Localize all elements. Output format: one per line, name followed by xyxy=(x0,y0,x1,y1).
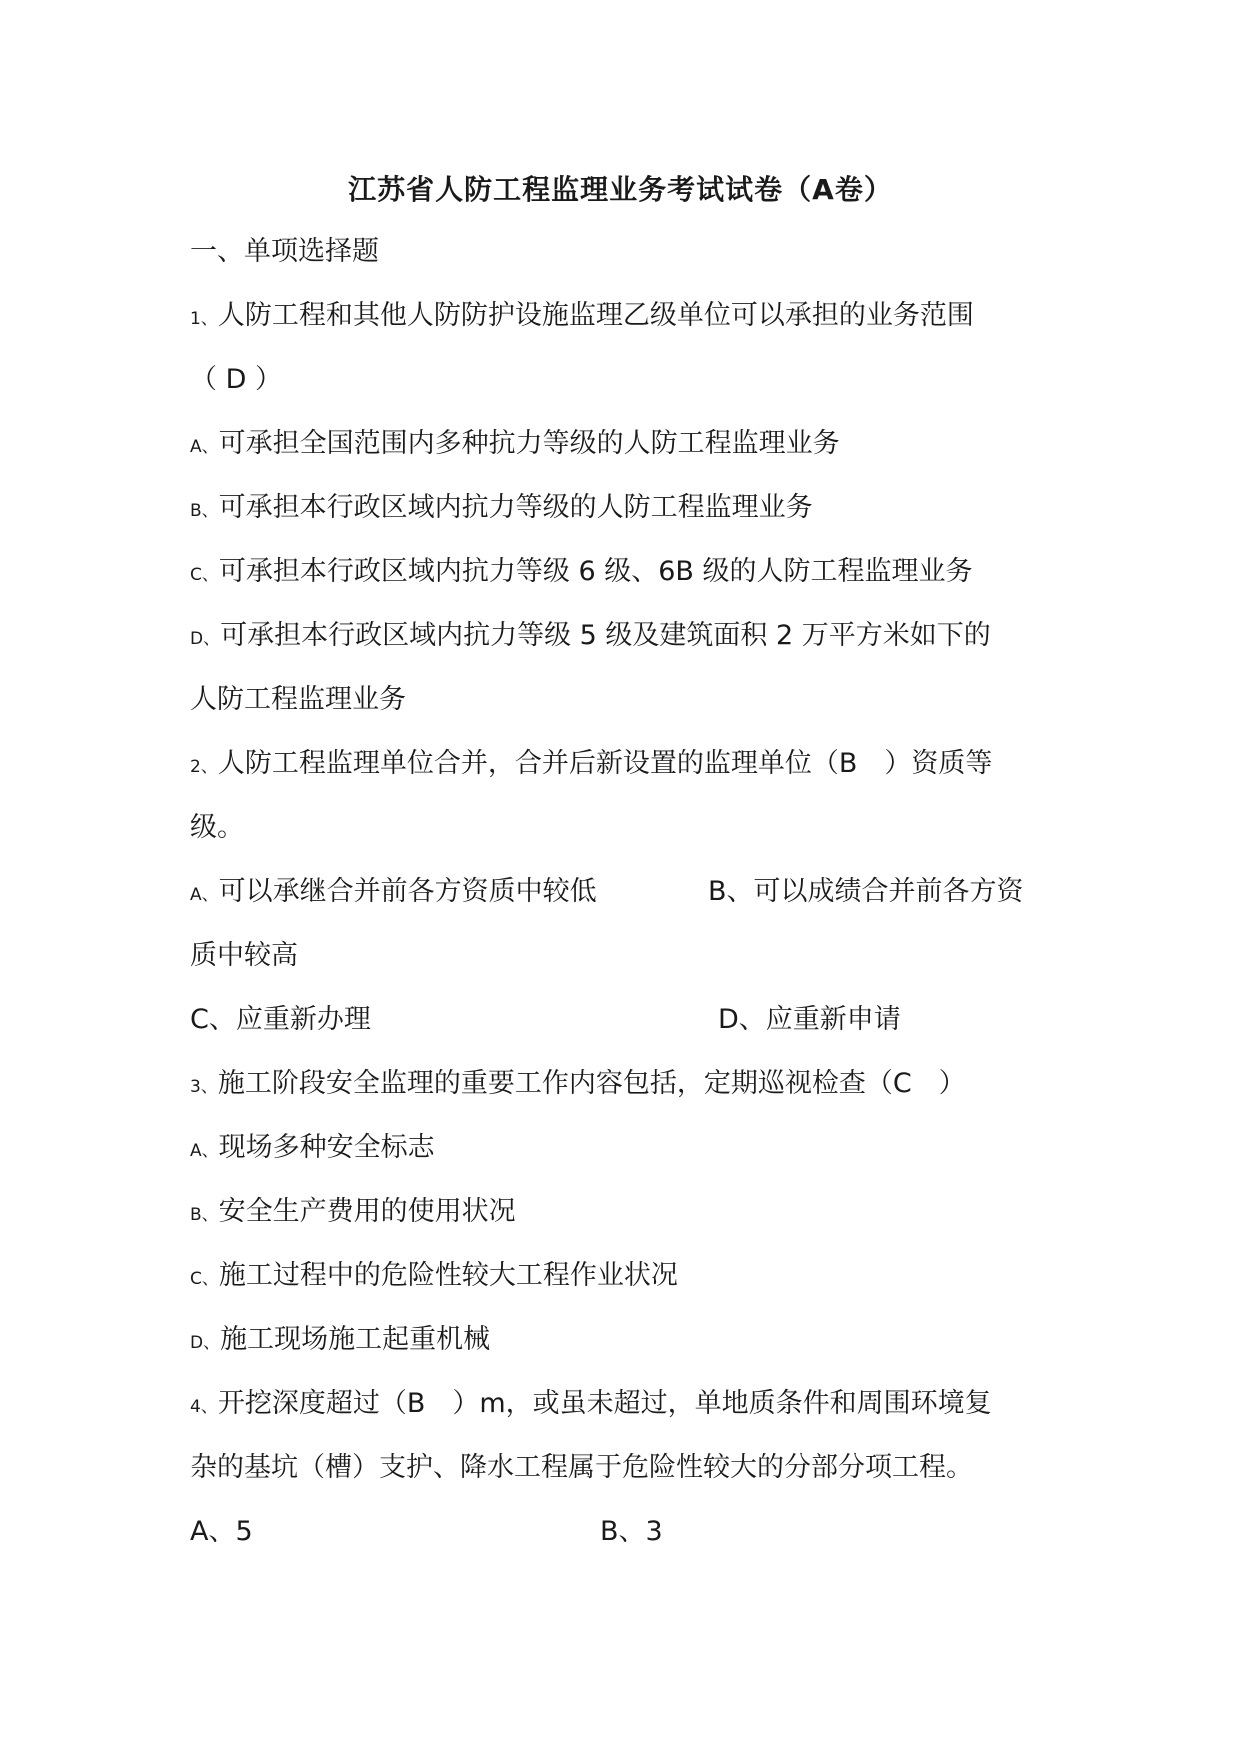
option-a-text: A、5 xyxy=(190,1516,253,1547)
option-text: 可承担本行政区域内抗力等级的人防工程监理业务 xyxy=(218,492,813,523)
option-text: 施工过程中的危险性较大工程作业状况 xyxy=(218,1260,678,1291)
option-b-text: B、3 xyxy=(600,1516,663,1547)
option-d xyxy=(190,1320,1070,1363)
option-marker: A、 xyxy=(190,1141,219,1161)
question-4 xyxy=(190,1384,1070,1427)
option-marker: A、 xyxy=(190,885,219,905)
question-1-answer: （ D ） xyxy=(190,364,282,395)
option-a-text: 可以承继合并前各方资质中较低 xyxy=(218,876,597,907)
question-text: 人防工程监理单位合并，合并后新设置的监理单位（B ）资质等 xyxy=(217,748,993,779)
option-marker: D、 xyxy=(190,1333,221,1353)
option-text: 安全生产费用的使用状况 xyxy=(218,1196,516,1227)
option-b-text: B、可以成绩合并前各方资 xyxy=(708,876,1024,907)
option-text: 施工现场施工起重机械 xyxy=(220,1324,491,1355)
option-text: 可承担全国范围内多种抗力等级的人防工程监理业务 xyxy=(218,428,840,459)
option-text: 现场多种安全标志 xyxy=(218,1132,435,1163)
option-marker: C、 xyxy=(190,1269,219,1289)
question-text: 施工阶段安全监理的重要工作内容包括，定期巡视检查（C ） xyxy=(217,1068,966,1099)
question-1 xyxy=(190,296,1070,339)
question-number: 3、 xyxy=(190,1077,218,1097)
option-text: 可承担本行政区域内抗力等级 6 级、6B 级的人防工程监理业务 xyxy=(218,556,973,587)
option-c xyxy=(190,1256,1070,1299)
option-d-text: D、应重新申请 xyxy=(718,1004,901,1035)
option-text: 可承担本行政区域内抗力等级 5 级及建筑面积 2 万平方米如下的 xyxy=(220,620,991,651)
question-3 xyxy=(190,1064,1070,1107)
question-text: 开挖深度超过（B ）m，或虽未超过，单地质条件和周围环境复 xyxy=(217,1388,992,1419)
exam-title: 江苏省人防工程监理业务考试试卷（A卷） xyxy=(348,173,893,206)
option-c-text: C、应重新办理 xyxy=(190,1004,371,1035)
option-d-continued: 人防工程监理业务 xyxy=(190,684,406,715)
option-b xyxy=(190,1192,1070,1235)
option-a xyxy=(190,1128,1070,1171)
options-row-cd xyxy=(190,1000,1070,1040)
section-heading: 一、单项选择题 xyxy=(190,236,379,267)
option-marker: A、 xyxy=(190,437,219,457)
option-marker: D、 xyxy=(190,629,221,649)
question-4-continued: 杂的基坑（槽）支护、降水工程属于危险性较大的分部分项工程。 xyxy=(190,1452,973,1483)
option-c xyxy=(190,552,1070,595)
question-number: 1、 xyxy=(190,309,218,329)
option-d xyxy=(190,616,1070,659)
option-marker: C、 xyxy=(190,565,219,585)
question-text: 人防工程和其他人防防护设施监理乙级单位可以承担的业务范围 xyxy=(217,300,974,331)
options-row-ab xyxy=(190,1512,1070,1552)
question-number: 2、 xyxy=(190,757,218,777)
option-marker: B、 xyxy=(190,1205,219,1225)
option-a xyxy=(190,424,1070,467)
option-marker: B、 xyxy=(190,501,219,521)
option-b-continued: 质中较高 xyxy=(190,940,298,971)
option-b xyxy=(190,488,1070,531)
question-2 xyxy=(190,744,1070,787)
options-row-ab xyxy=(190,872,1070,915)
question-number: 4、 xyxy=(190,1397,218,1417)
question-2-continued: 级。 xyxy=(190,812,244,843)
